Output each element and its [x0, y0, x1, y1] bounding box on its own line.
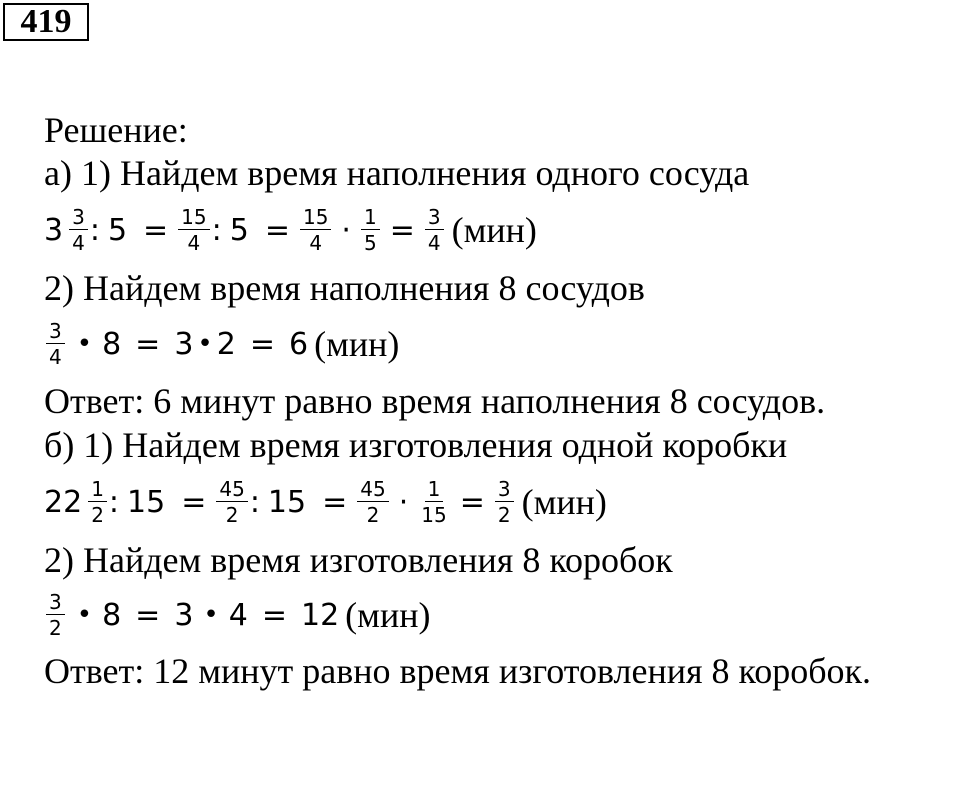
multiply-bullet: • — [203, 600, 219, 630]
fraction — [495, 479, 514, 525]
denominator: 5 — [363, 231, 377, 255]
numerator: 15 — [178, 207, 209, 230]
part-b-step1-text: б) 1) Найдем время изготовления одной коробки — [44, 425, 788, 465]
fraction — [361, 207, 380, 253]
fraction — [46, 592, 65, 638]
unit-minutes: (мин) — [314, 324, 400, 364]
part-b-equation-1 — [44, 472, 607, 532]
denominator: 4 — [427, 231, 441, 255]
fraction — [357, 479, 388, 525]
numerator: 1 — [425, 479, 444, 502]
equals-sign: = — [181, 484, 207, 520]
multiplier: 8 — [102, 597, 122, 633]
numerator: 3 — [46, 321, 65, 344]
divisor: 15 — [267, 484, 307, 520]
part-a-step2-text: 2) Найдем время наполнения 8 сосудов — [44, 268, 645, 308]
mixed-whole: 22 — [44, 484, 83, 520]
divisor: 5 — [229, 212, 249, 248]
equals-sign: = — [249, 326, 275, 362]
denominator: 4 — [49, 345, 62, 369]
factor-b: 2 — [216, 326, 236, 362]
fraction — [425, 207, 444, 253]
numerator: 3 — [495, 479, 514, 502]
equals-sign: = — [261, 597, 287, 633]
fraction — [46, 321, 65, 367]
numerator: 3 — [46, 592, 65, 615]
multiply-bullet: • — [76, 600, 93, 630]
mixed-number — [44, 207, 90, 253]
part-a-answer: Ответ: 6 минут равно время наполнения 8 сосудов. — [44, 381, 826, 421]
denominator: 4 — [309, 231, 323, 255]
solution-heading: Решение: — [44, 110, 188, 150]
equals-sign: = — [264, 212, 290, 248]
part-b-equation-2 — [44, 585, 430, 645]
equals-sign: = — [143, 212, 169, 248]
numerator: 45 — [357, 479, 388, 502]
equals-sign: = — [135, 326, 161, 362]
denominator: 4 — [187, 231, 201, 255]
part-a-equation-2 — [44, 314, 399, 374]
denominator: 2 — [91, 503, 104, 527]
fraction — [216, 479, 247, 525]
denominator: 2 — [366, 503, 380, 527]
equals-sign: = — [135, 597, 161, 633]
multiply-bullet: • — [76, 329, 93, 359]
fraction — [418, 479, 449, 525]
unit-minutes: (мин) — [345, 595, 431, 635]
numerator: 3 — [69, 207, 88, 230]
colon-operator: : — [249, 484, 260, 520]
numerator: 15 — [300, 207, 331, 230]
multiply-dot: · — [341, 212, 351, 248]
unit-minutes: (мин) — [451, 210, 537, 250]
fraction — [88, 479, 107, 525]
numerator: 1 — [88, 479, 107, 502]
equals-sign: = — [389, 212, 415, 248]
divisor: 15 — [127, 484, 166, 520]
part-a-step1-text: а) 1) Найдем время наполнения одного сосуда — [44, 153, 750, 193]
fraction — [178, 207, 209, 253]
multiplier: 8 — [102, 326, 122, 362]
denominator: 2 — [497, 503, 511, 527]
numerator: 45 — [216, 479, 247, 502]
fraction — [300, 207, 331, 253]
equals-sign: = — [459, 484, 485, 520]
part-a-equation-1 — [44, 200, 537, 260]
numerator: 1 — [361, 207, 380, 230]
colon-operator: : — [89, 212, 100, 248]
factor-a: 3 — [174, 597, 194, 633]
problem-number: 419 — [3, 3, 89, 41]
colon-operator: : — [108, 484, 120, 520]
mixed-number — [44, 479, 109, 525]
denominator: 2 — [225, 503, 239, 527]
result: 6 — [288, 326, 309, 362]
multiply-bullet: • — [197, 329, 213, 359]
unit-minutes: (мин) — [521, 482, 607, 522]
denominator: 4 — [72, 231, 85, 255]
multiply-dot: · — [398, 484, 409, 520]
result: 12 — [300, 597, 340, 633]
denominator: 15 — [421, 503, 447, 527]
divisor: 5 — [107, 212, 128, 248]
fraction — [69, 207, 88, 253]
colon-operator: : — [211, 212, 222, 248]
part-b-answer: Ответ: 12 минут равно время изготовления 8 коробок. — [44, 651, 871, 691]
mixed-whole: 3 — [44, 212, 64, 248]
factor-b: 4 — [228, 597, 248, 633]
denominator: 2 — [49, 616, 62, 640]
factor-a: 3 — [174, 326, 194, 362]
equals-sign: = — [322, 484, 348, 520]
numerator: 3 — [425, 207, 444, 230]
part-b-step2-text: 2) Найдем время изготовления 8 коробок — [44, 540, 673, 580]
